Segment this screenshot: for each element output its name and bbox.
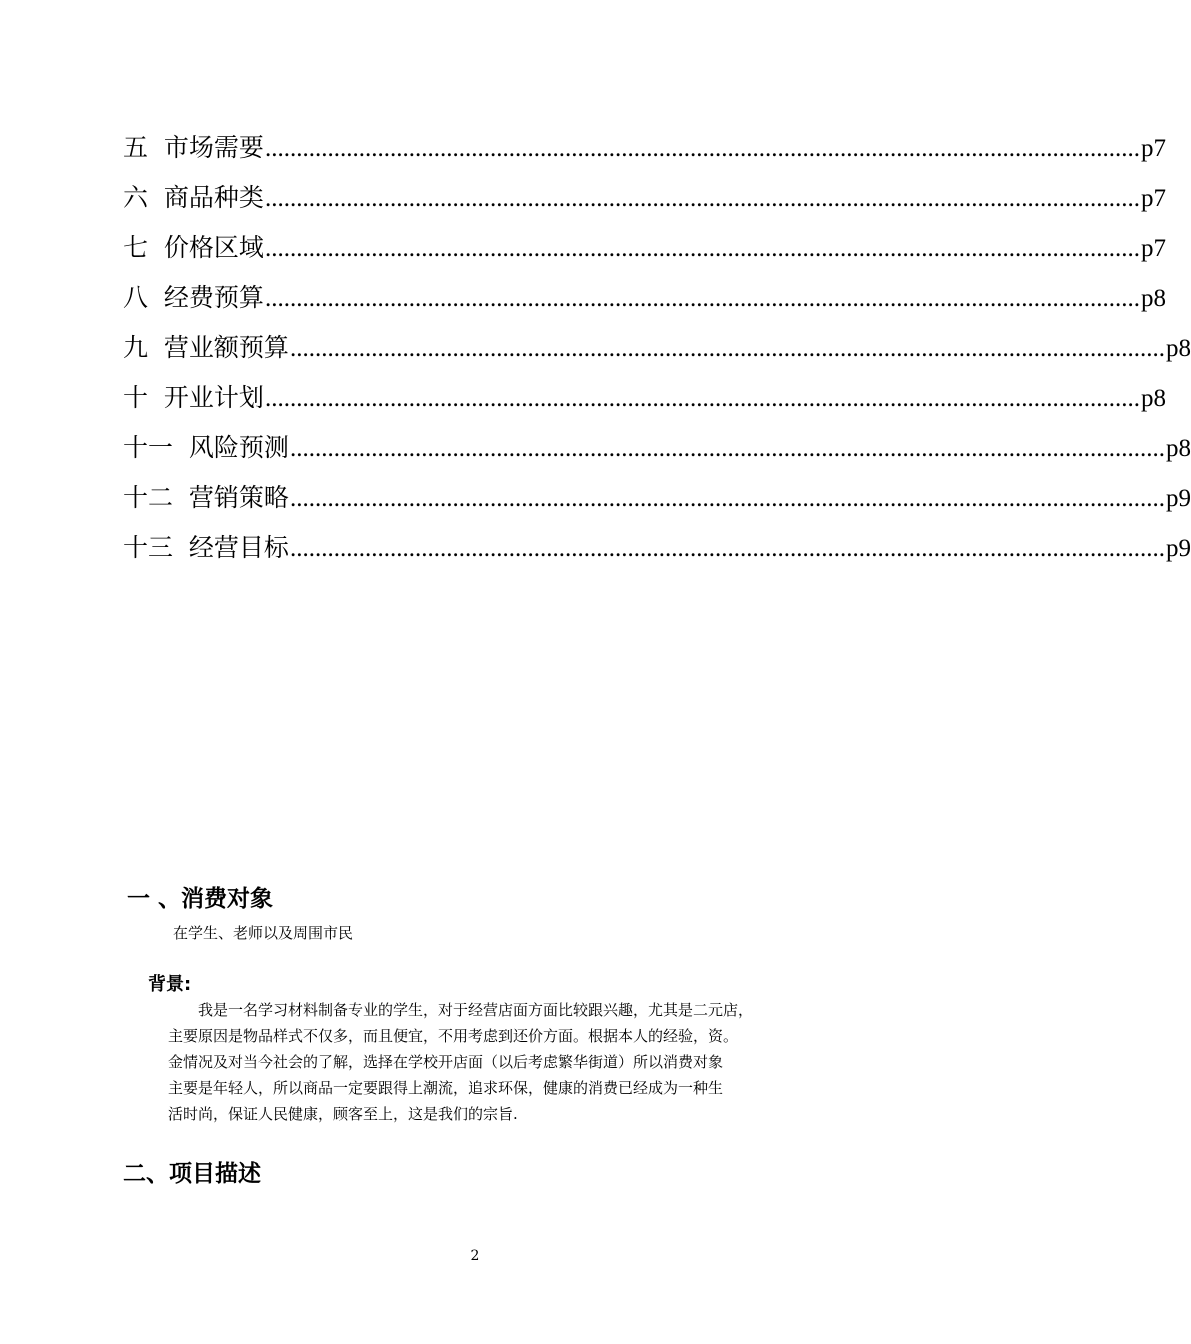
toc-number: 五 bbox=[123, 133, 149, 162]
toc-leader-dots: ............................................................................................................................................ bbox=[264, 285, 1140, 312]
toc-entry[interactable] bbox=[123, 478, 1191, 528]
toc-page-number: p9 bbox=[1165, 485, 1191, 512]
table-of-contents bbox=[123, 128, 1191, 578]
background-paragraph bbox=[168, 997, 818, 1127]
toc-entry[interactable] bbox=[123, 128, 1166, 178]
toc-page-number: p7 bbox=[1140, 235, 1166, 262]
toc-entry[interactable] bbox=[123, 428, 1191, 478]
toc-number: 六 bbox=[123, 183, 149, 212]
toc-entry[interactable] bbox=[123, 378, 1166, 428]
toc-page-number: p8 bbox=[1165, 335, 1191, 362]
toc-title: 价格区域 bbox=[163, 233, 264, 262]
toc-leader-dots: ............................................................................................................................................ bbox=[264, 135, 1140, 162]
toc-leader-dots: ............................................................................................................................................ bbox=[289, 335, 1165, 362]
paragraph-line: 我是一名学习材料制备专业的学生，对于经营店面方面比较跟兴趣，尤其是二元店， bbox=[168, 1001, 754, 1019]
toc-number: 十 bbox=[123, 383, 149, 412]
paragraph-line: 活时尚，保证人民健康，顾客至上，这是我们的宗旨. bbox=[168, 1105, 518, 1123]
toc-entry[interactable] bbox=[123, 528, 1191, 578]
toc-page-number: p9 bbox=[1165, 535, 1191, 562]
paragraph-line: 金情况及对当今社会的了解，选择在学校开店面（以后考虑繁华街道）所以消费对象 bbox=[168, 1053, 724, 1071]
toc-number: 九 bbox=[123, 333, 149, 362]
toc-page-number: p8 bbox=[1140, 285, 1166, 312]
toc-title: 开业计划 bbox=[163, 383, 264, 412]
toc-number: 七 bbox=[123, 233, 149, 262]
toc-entry[interactable] bbox=[123, 228, 1166, 278]
toc-leader-dots: ............................................................................................................................................ bbox=[289, 535, 1165, 562]
page-number: 2 bbox=[470, 1248, 480, 1264]
toc-title: 营销策略 bbox=[188, 483, 289, 512]
toc-leader-dots: ............................................................................................................................................ bbox=[264, 385, 1140, 412]
toc-leader-dots: ............................................................................................................................................ bbox=[264, 235, 1140, 262]
section-subtitle: 在学生、老师以及周围市民 bbox=[173, 924, 354, 942]
toc-entry[interactable] bbox=[123, 278, 1166, 328]
toc-title: 经营目标 bbox=[188, 533, 289, 562]
toc-title: 风险预测 bbox=[188, 433, 289, 462]
toc-page-number: p7 bbox=[1140, 135, 1166, 162]
background-label: 背景: bbox=[148, 974, 192, 995]
section-heading-consumers: 一 、消费对象 bbox=[127, 886, 274, 912]
toc-title: 商品种类 bbox=[163, 183, 264, 212]
toc-title: 营业额预算 bbox=[163, 333, 289, 362]
toc-page-number: p7 bbox=[1140, 185, 1166, 212]
toc-page-number: p8 bbox=[1165, 435, 1191, 462]
toc-number: 十三 bbox=[123, 533, 174, 562]
paragraph-line: 主要是年轻人，所以商品一定要跟得上潮流，追求环保，健康的消费已经成为一种生 bbox=[168, 1079, 724, 1097]
toc-number: 十一 bbox=[123, 433, 174, 462]
toc-leader-dots: ............................................................................................................................................ bbox=[289, 435, 1165, 462]
toc-title: 经费预算 bbox=[163, 283, 264, 312]
paragraph-line: 主要原因是物品样式不仅多，而且便宜，不用考虑到还价方面。根据本人的经验，资。 bbox=[168, 1027, 739, 1045]
toc-leader-dots: ............................................................................................................................................ bbox=[264, 185, 1140, 212]
toc-number: 十二 bbox=[123, 483, 174, 512]
section-heading-project: 二、项目描述 bbox=[123, 1161, 261, 1187]
toc-page-number: p8 bbox=[1140, 385, 1166, 412]
toc-number: 八 bbox=[123, 283, 149, 312]
toc-entry[interactable] bbox=[123, 178, 1166, 228]
toc-title: 市场需要 bbox=[163, 133, 264, 162]
toc-entry[interactable] bbox=[123, 328, 1191, 378]
toc-leader-dots: ............................................................................................................................................ bbox=[289, 485, 1165, 512]
